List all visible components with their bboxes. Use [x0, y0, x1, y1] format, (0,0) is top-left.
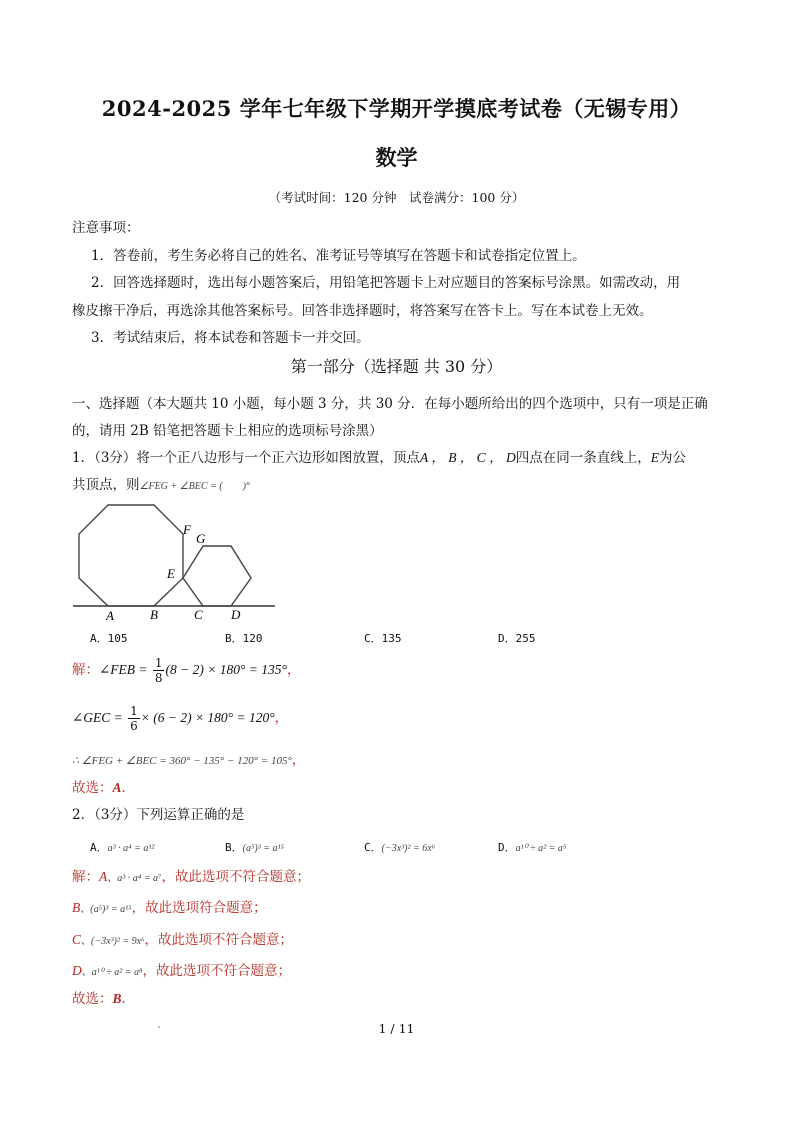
q1-sol3-math: ∴ ∠FEG + ∠BEC = 360° − 135° − 120° = 105°	[72, 755, 292, 767]
q2-sol-d-expr: 、a¹⁰ ÷ a² = a⁸	[81, 967, 143, 978]
q1-sol2-left: ∠GEC =	[72, 710, 123, 725]
q1-sol2-right: × (6 − 2) × 180° = 120°	[140, 710, 275, 725]
q2-option-c-expr: (−3x³)² = 6x⁶	[381, 843, 436, 854]
q2-solution-c	[72, 928, 293, 948]
q1-sol2-tail: ，	[274, 710, 289, 726]
section-instructions-line-1: 一、选择题（本大题共 10 小题，每小题 3 分，共 30 分．在每小题所给出的四个选项中，只有一项是正确	[72, 396, 708, 412]
page-number: 1 / 11	[378, 1021, 415, 1036]
q1-solution-line-3	[72, 748, 305, 768]
note-item-1: 1．答卷前，考生务必将自己的姓名、准考证号等填写在答题卡和试卷指定位置上。	[91, 248, 586, 264]
q1-sol2-frac-num: 1	[130, 704, 138, 718]
q1-stem-e: E	[650, 450, 659, 465]
label-c: C	[194, 607, 203, 622]
q1-sol3-tail: ，	[291, 752, 306, 768]
q2-answer-label: 故选：	[72, 991, 113, 1007]
q2-option-d	[498, 836, 566, 855]
q1-answer	[72, 776, 135, 796]
q2-sol-a-letter: A	[99, 869, 108, 884]
q2-sol-c-expr: 、(−3x³)² = 9x⁶	[81, 936, 145, 947]
q2-solution-label: 解：	[72, 869, 99, 885]
q1-stem-line2-prefix: 共顶点，则	[72, 477, 140, 493]
exam-info: （考试时间：120 分钟 试卷满分：100 分）	[268, 190, 525, 205]
q1-stem-points: A ， B ， C ， D	[419, 450, 516, 465]
q1-stem-suffix: 为公	[658, 450, 686, 466]
q2-sol-d-letter: D	[72, 963, 82, 978]
q1-sol1-fraction	[153, 656, 165, 685]
q2-stem: 2．（3分）下列运算正确的是	[72, 807, 245, 823]
q1-sol1-left: ∠FEB =	[99, 662, 148, 677]
q1-option-c: C．135	[364, 632, 402, 645]
q1-sol1-frac-num: 1	[154, 656, 163, 670]
q2-solution-b	[72, 896, 267, 916]
q2-option-c-letter: C．	[364, 841, 382, 854]
q1-sol1-tail: ，	[286, 662, 301, 678]
q2-option-d-letter: D．	[498, 841, 516, 854]
q1-option-a: A．105	[90, 632, 128, 645]
label-e: E	[167, 566, 175, 581]
section-instructions-line-2: 的，请用 2B 铅笔把答题卡上相应的选项标号涂黑）	[72, 423, 383, 439]
q2-sol-b-expr: 、(a⁵)³ = a¹⁵	[80, 904, 132, 915]
q2-sol-b-letter: B	[72, 900, 81, 915]
q2-solution-d	[72, 959, 291, 979]
q2-option-b-letter: B．	[225, 841, 243, 854]
q2-answer-value: B	[112, 991, 122, 1006]
q1-solution-line-2	[72, 704, 288, 733]
q1-option-d: D．255	[498, 632, 536, 645]
octagon-hexagon-figure	[70, 495, 280, 625]
label-f: F	[183, 522, 191, 537]
q1-stem-mid: 四点在同一条直线上，	[515, 450, 651, 466]
label-g: G	[196, 531, 206, 546]
q2-sol-c-letter: C	[72, 932, 82, 947]
q2-solution-a	[72, 865, 310, 885]
note-item-3: 3．考试结束后，将本试卷和答题卡一并交回。	[91, 330, 370, 346]
q1-solution-label: 解：	[72, 662, 99, 678]
q1-sol2-fraction	[128, 704, 140, 733]
q1-stem-prefix: 1．（3分）将一个正八边形与一个正六边形如图放置，顶点	[72, 450, 420, 466]
q1-stem-line-2	[72, 473, 250, 493]
q2-option-a	[90, 836, 154, 855]
q1-sol1-right: (8 − 2) × 180° = 135°	[165, 662, 287, 677]
q2-sol-d-text: ，故此选项不符合题意；	[142, 963, 291, 979]
q1-answer-value: A	[112, 780, 122, 795]
q1-answer-label: 故选：	[72, 780, 113, 796]
q2-option-b-expr: (a⁵)³ = a¹⁵	[242, 843, 284, 854]
q2-option-c	[364, 836, 435, 855]
q2-sol-a-text: ，故此选项不符合题意；	[161, 869, 310, 885]
notes-heading: 注意事项：	[72, 220, 140, 236]
page-title: 2024-2025 学年七年级下学期开学摸底考试卷（无锡专用）	[101, 96, 692, 121]
octagon-shape	[79, 505, 183, 606]
q2-option-d-expr: a¹⁰ ÷ a² = a⁵	[515, 843, 567, 854]
label-d: D	[231, 607, 241, 622]
q1-sol1-frac-den: 8	[154, 671, 163, 685]
note-item-2-line-1: 2．回答选择题时，选出每小题答案后，用铅笔把答题卡上对应题目的答案标号涂黑。如需改动，用	[91, 275, 681, 291]
subject-title: 数学	[375, 145, 418, 170]
label-b: B	[150, 607, 158, 622]
q1-stem-line2-math: ∠FEG + ∠BEC = ( )°	[139, 481, 250, 492]
q2-sol-c-text: ，故此选项不符合题意；	[144, 932, 294, 948]
q1-sol2-frac-den: 6	[130, 719, 138, 733]
q2-option-a-letter: A．	[90, 841, 108, 854]
q2-sol-a-expr: 、a³ · a⁴ = a⁷	[107, 873, 162, 884]
q1-answer-tail: ．	[121, 780, 136, 796]
hexagon-shape	[183, 546, 251, 606]
label-a: A	[106, 608, 114, 623]
q1-option-b: B．120	[225, 632, 263, 645]
q2-sol-b-text: ，故此选项符合题意；	[131, 900, 267, 916]
q1-solution-line-1	[72, 656, 300, 685]
q2-answer	[72, 987, 135, 1007]
q2-option-b	[225, 836, 284, 855]
part-heading: 第一部分（选择题 共 30 分）	[290, 357, 503, 376]
q1-stem-line-1	[72, 446, 686, 466]
q2-answer-tail: ．	[121, 991, 136, 1007]
note-item-2-line-2: 橡皮擦干净后，再选涂其他答案标号。回答非选择题时，将答案写在答卡上。写在本试卷上无效。	[72, 303, 653, 319]
q2-option-a-expr: a³ · a⁴ = a¹²	[107, 843, 155, 854]
